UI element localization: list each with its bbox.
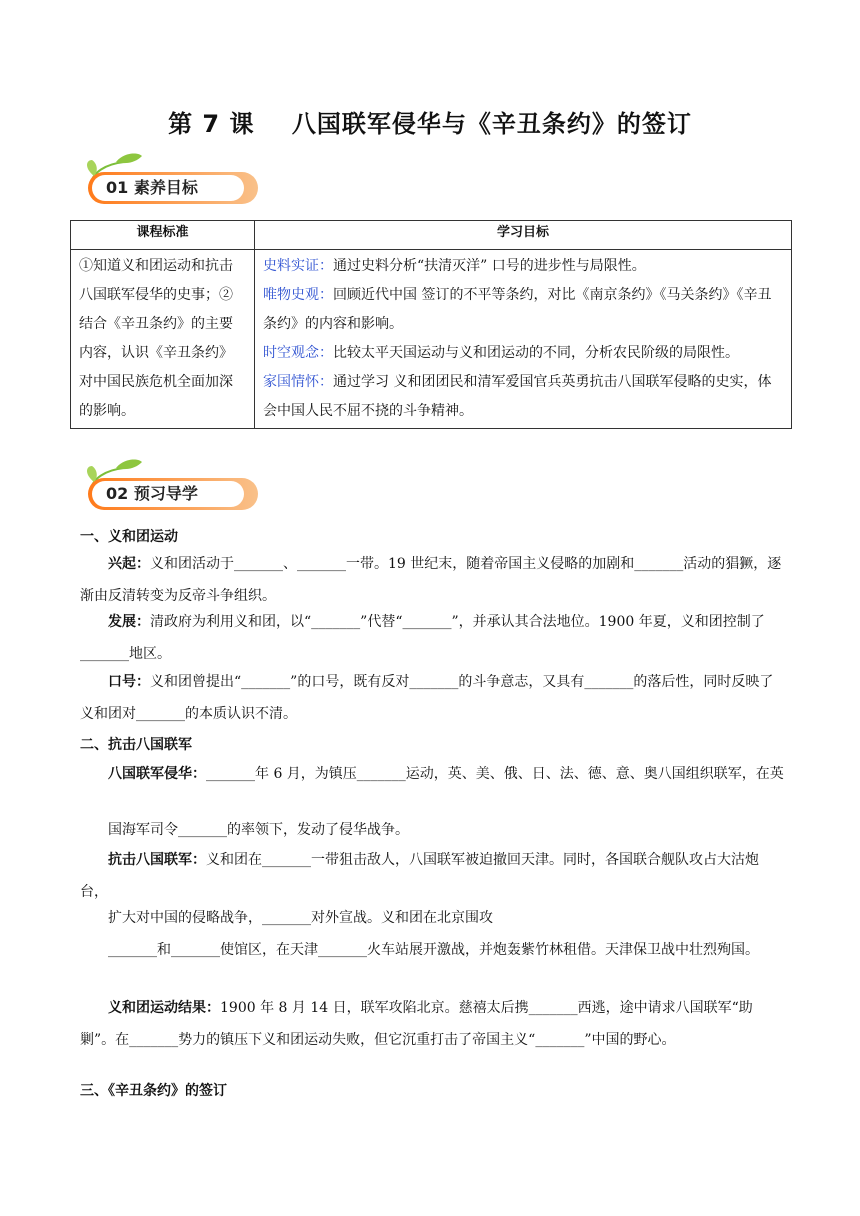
paragraph-invasion bbox=[80, 758, 784, 790]
objective-text: 比较太平天国运动与义和团运动的不同，分析农民阶级的局限性。 bbox=[333, 345, 739, 361]
objective-item bbox=[263, 281, 783, 339]
paragraph-result bbox=[80, 992, 784, 1056]
paragraph-slogan bbox=[80, 666, 784, 730]
badge-label: 01 素养目标 bbox=[92, 175, 244, 201]
paragraph-text: 国海军司令_______的率领下，发动了侵华战争。 bbox=[108, 822, 409, 838]
objective-item bbox=[263, 252, 783, 281]
badge-pill bbox=[88, 478, 258, 510]
standard-cell: ①知道义和团运动和抗击八国联军侵华的史事；②结合《辛丑条约》的主要内容，认识《辛丑条约》对中国民族危机全面加深的影响。 bbox=[71, 250, 255, 429]
objective-label: 家国情怀： bbox=[263, 374, 333, 390]
section-heading: 二、抗击八国联军 bbox=[80, 737, 192, 753]
paragraph-text: 义和团曾提出“_______”的口号，既有反对_______的斗争意志，又具有_______的落后性，同时反映了义和团对_______的本质认识不清。 bbox=[80, 674, 774, 722]
badge-label: 02 预习导学 bbox=[92, 481, 244, 507]
section-badge-preview bbox=[76, 456, 276, 518]
paragraph-text: 义和团在_______一带狙击敌人，八国联军被迫撤回天津。同时，各国联合舰队攻占大沽炮台， bbox=[80, 852, 759, 900]
objective-item bbox=[263, 368, 783, 426]
paragraph-lead: 发展： bbox=[108, 614, 150, 630]
paragraph-lead: 义和团运动结果： bbox=[108, 1000, 220, 1016]
objective-item bbox=[263, 339, 783, 368]
objective-text: 通过学习 义和团团民和清军爱国官兵英勇抗击八国联军侵略的史实，体会中国人民不屈不挠的斗争精神。 bbox=[263, 374, 772, 419]
paragraph-resistance-cont bbox=[80, 902, 784, 934]
paragraph-text: 扩大对中国的侵略战争，_______对外宣战。义和团在北京围攻 bbox=[108, 910, 493, 926]
section-heading: 三、《辛丑条约》的签订 bbox=[80, 1083, 227, 1099]
paragraph-resistance-cont2 bbox=[80, 934, 784, 966]
objective-label: 史料实证： bbox=[263, 258, 333, 274]
paragraph-lead: 兴起： bbox=[108, 556, 150, 572]
paragraph-invasion-cont bbox=[80, 814, 784, 846]
objective-text: 通过史料分析“扶清灭洋” 口号的进步性与局限性。 bbox=[333, 258, 646, 274]
paragraph-resistance bbox=[80, 844, 784, 908]
paragraph-lead: 八国联军侵华： bbox=[108, 766, 206, 782]
paragraph-development bbox=[80, 606, 784, 670]
paragraph-text: 1900 年 8 月 14 日，联军攻陷北京。慈禧太后携_______西逃，途中请求八国联军“助剿”。在_______势力的镇压下义和团运动失败，但它沉重打击了帝国主义“_______”中国的野心。 bbox=[80, 1000, 753, 1048]
objective-label: 时空观念： bbox=[263, 345, 333, 361]
page-title: 第 7 课 八国联军侵华与《辛丑条约》的签订 bbox=[168, 110, 692, 138]
paragraph-lead: 口号： bbox=[108, 674, 150, 690]
paragraph-text: 义和团活动于_______、_______一带。19 世纪末，随着帝国主义侵略的加剧和_______活动的猖獗，逐渐由反清转变为反帝斗争组织。 bbox=[80, 556, 782, 604]
section-badge-goals bbox=[76, 150, 276, 212]
section-heading: 一、义和团运动 bbox=[80, 529, 178, 545]
paragraph-rise bbox=[80, 548, 784, 612]
objectives-cell bbox=[255, 250, 792, 429]
paragraph-text: _______年 6 月，为镇压_______运动，英、美、俄、日、法、德、意、奥八国组织联军，在英 bbox=[206, 766, 784, 782]
header-objectives: 学习目标 bbox=[255, 221, 792, 250]
badge-pill bbox=[88, 172, 258, 204]
goals-table bbox=[70, 220, 792, 429]
objective-text: 回顾近代中国 签订的不平等条约，对比《南京条约》《马关条约》《辛丑条约》的内容和影响。 bbox=[263, 287, 772, 332]
header-standard: 课程标准 bbox=[71, 221, 255, 250]
paragraph-text: 清政府为利用义和团，以“_______”代替“_______”，并承认其合法地位。1900 年夏，义和团控制了_______地区。 bbox=[80, 614, 765, 662]
paragraph-lead: 抗击八国联军： bbox=[108, 852, 206, 868]
objective-label: 唯物史观： bbox=[263, 287, 333, 303]
paragraph-text: _______和_______使馆区，在天津_______火车站展开激战，并炮轰紫竹林租借。天津保卫战中壮烈殉国。 bbox=[108, 942, 759, 958]
